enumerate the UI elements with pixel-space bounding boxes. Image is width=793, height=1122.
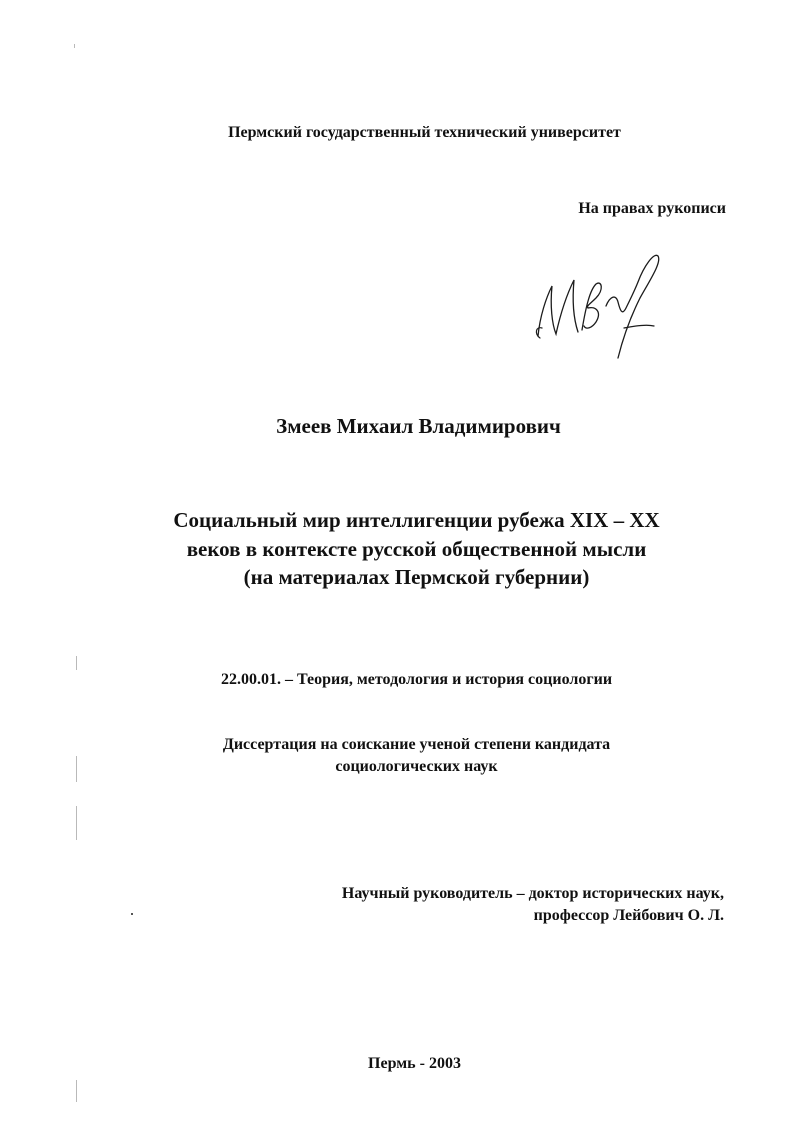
supervisor-line: Научный руководитель – доктор исторических наук, — [341, 885, 724, 902]
author-name: Змеев Михаил Владимирович — [276, 414, 561, 438]
scan-artifact — [74, 44, 75, 48]
handwritten-signature — [530, 246, 670, 366]
thesis-title-line: веков в контексте русской общественной мысли — [186, 537, 647, 561]
university-name: Пермский государственный технический университет — [228, 124, 621, 141]
scan-artifact — [76, 806, 77, 840]
specialty-code: 22.00.01. – Теория, методология и история социологии — [220, 671, 613, 688]
rights-note: На правах рукописи — [578, 200, 726, 217]
scan-artifact — [76, 1080, 77, 1102]
thesis-title-line: (на материалах Пермской губернии) — [243, 565, 590, 589]
scan-artifact — [76, 656, 77, 670]
degree-statement: Диссертация на соискание ученой степени кандидата — [222, 736, 611, 753]
scan-artifact — [131, 913, 133, 915]
city-year: Пермь - 2003 — [368, 1055, 461, 1072]
thesis-title-line: Социальный мир интеллигенции рубежа XIX – XX — [173, 508, 660, 532]
supervisor-line: профессор Лейбович О. Л. — [533, 907, 724, 924]
degree-statement: социологических наук — [335, 758, 498, 775]
